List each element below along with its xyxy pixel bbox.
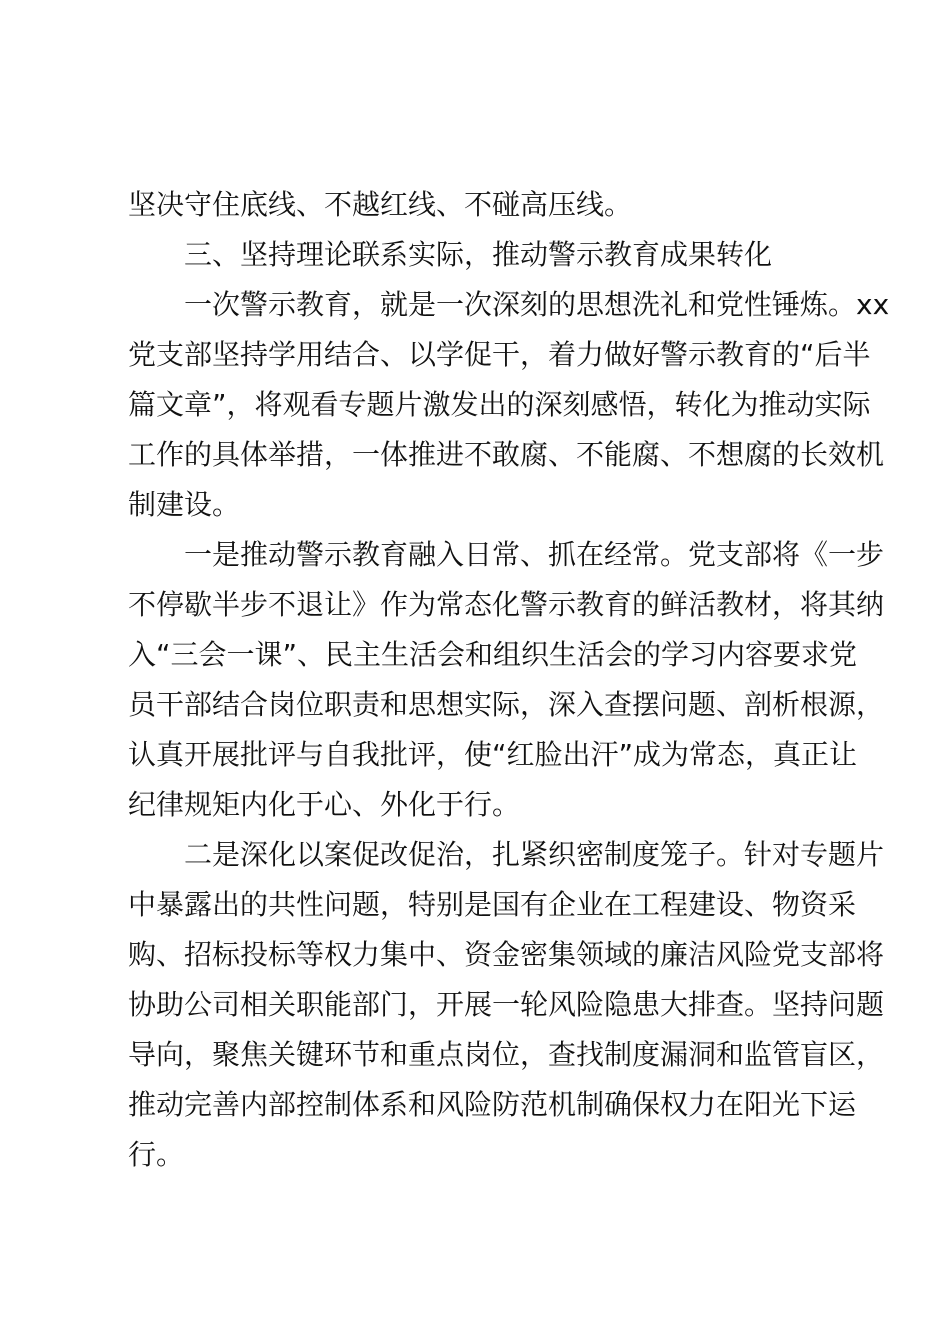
text-line: 导向，聚焦关键环节和重点岗位，查找制度漏洞和监管盲区， — [128, 1038, 885, 1071]
text-line: 工作的具体举措，一体推进不敢腐、不能腐、不想腐的长效机 — [128, 438, 885, 471]
text-line: 中暴露出的共性问题，特别是国有企业在工程建设、物资采 — [128, 888, 857, 921]
text-line: 员干部结合岗位职责和思想实际，深入查摆问题、剖析根源， — [128, 688, 885, 721]
text-line: 一次警示教育，就是一次深刻的思想洗礼和党性锤炼。xx — [184, 288, 890, 321]
text-line: 购、招标投标等权力集中、资金密集领域的廉洁风险党支部将 — [128, 938, 885, 971]
text-line: 坚决守住底线、不越红线、不碰高压线。 — [128, 188, 633, 221]
text-line: 一是推动警示教育融入日常、抓在经常。党支部将《一步 — [184, 538, 885, 571]
text-line: 党支部坚持学用结合、以学促干，着力做好警示教育的“后半 — [128, 338, 871, 371]
text-line: 入“三会一课”、民主生活会和组织生活会的学习内容要求党 — [128, 638, 858, 671]
text-line: 认真开展批评与自我批评，使“红脸出汗”成为常态，真正让 — [128, 738, 858, 771]
paragraph — [128, 830, 885, 1180]
text-line: 纪律规矩内化于心、外化于行。 — [128, 788, 521, 821]
paragraph — [128, 180, 832, 230]
document-page — [128, 180, 890, 1180]
section-heading — [128, 230, 832, 280]
paragraph — [128, 530, 885, 830]
text-line: 行。 — [128, 1138, 185, 1171]
text-line: 三、坚持理论联系实际，推动警示教育成果转化 — [184, 238, 773, 271]
text-line: 二是深化以案促改促治，扎紧织密制度笼子。针对专题片 — [184, 838, 885, 871]
paragraph — [128, 280, 890, 530]
text-line: 制建设。 — [128, 488, 241, 521]
text-line: 篇文章”，将观看专题片激发出的深刻感悟，转化为推动实际 — [128, 388, 871, 421]
text-line: 推动完善内部控制体系和风险防范机制确保权力在阳光下运 — [128, 1088, 857, 1121]
text-line: 协助公司相关职能部门，开展一轮风险隐患大排查。坚持问题 — [128, 988, 885, 1021]
text-line: 不停歇半步不退让》作为常态化警示教育的鲜活教材，将其纳 — [128, 588, 885, 621]
